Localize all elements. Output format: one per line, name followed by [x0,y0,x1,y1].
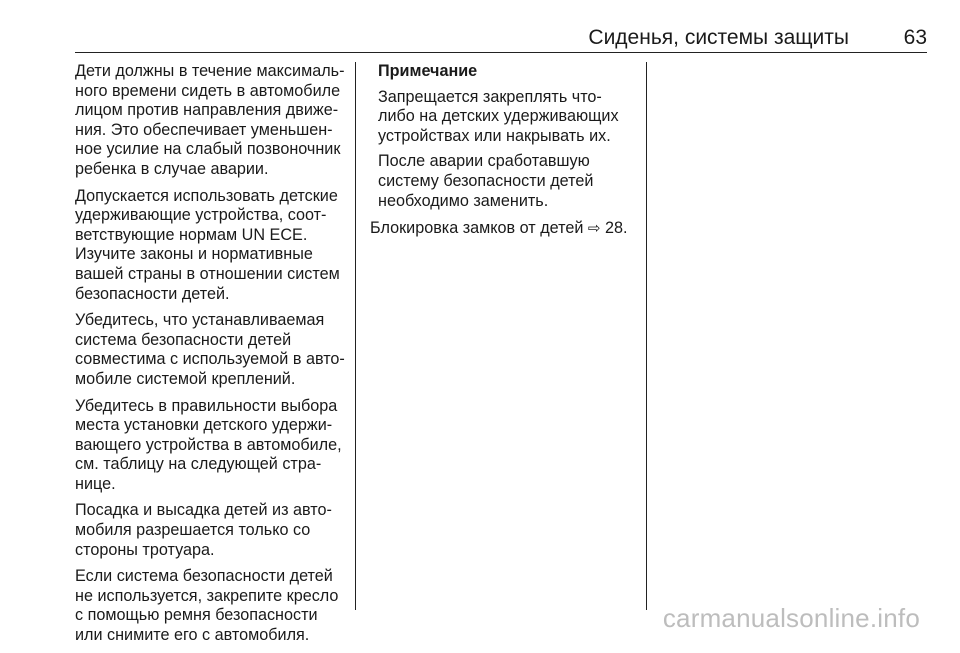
left-column [75,62,347,653]
paragraph: Посадка и высадка детей из авто‐мобиля разрешается только со стороны тротуара. [75,501,332,559]
column-divider [646,62,647,610]
paragraph: Дети должны в течение максималь‐ного времени сидеть в автомобиле лицом против направления движе‐ния. Это обеспечивает уменьшен‐ное усилие на слабый позвоночник ребенка в случае аварии. [75,62,345,178]
paragraph: Убедитесь в правильности выбора места установки детского удержи‐вающего устройства в автомобиле, см. таблицу на следующей стра‐нице. [75,396,342,493]
note-title: Примечание [378,62,478,80]
paragraph: Допускается использовать детские удерживающие устройства, соот‐ветствующие нормам UN ECE. Изучите законы и нормативные вашей страны в отношении систем безопасности детей. [75,186,340,303]
page-header [75,22,927,53]
column-divider [355,62,356,610]
reference-page: 28. [604,219,628,238]
paragraph: Убедитесь, что устанавливаемая система безопасности детей совместима с используемой в авто‐мобиле системой креплений. [75,311,345,388]
page-number: 63 [903,26,927,49]
cross-reference[interactable] [370,219,635,239]
note-block [370,62,635,211]
note-paragraph: Запрещается закреплять что-либо на детских удерживающих устройствах или накрывать их. [378,87,619,145]
right-column [370,62,635,246]
note-paragraph: После аварии сработавшую систему безопасности детей необходимо заменить. [378,152,594,210]
watermark: carmanualsonline.info [662,603,920,633]
section-title: Сиденья, системы защиты [588,26,849,49]
arrow-right-icon: ⇨ [587,220,601,238]
reference-text: Блокировка замков от детей [370,219,584,238]
paragraph: Если система безопасности детей не используется, закрепите кресло с помощью ремня безопасности или снимите его с автомобиля. [75,567,339,645]
